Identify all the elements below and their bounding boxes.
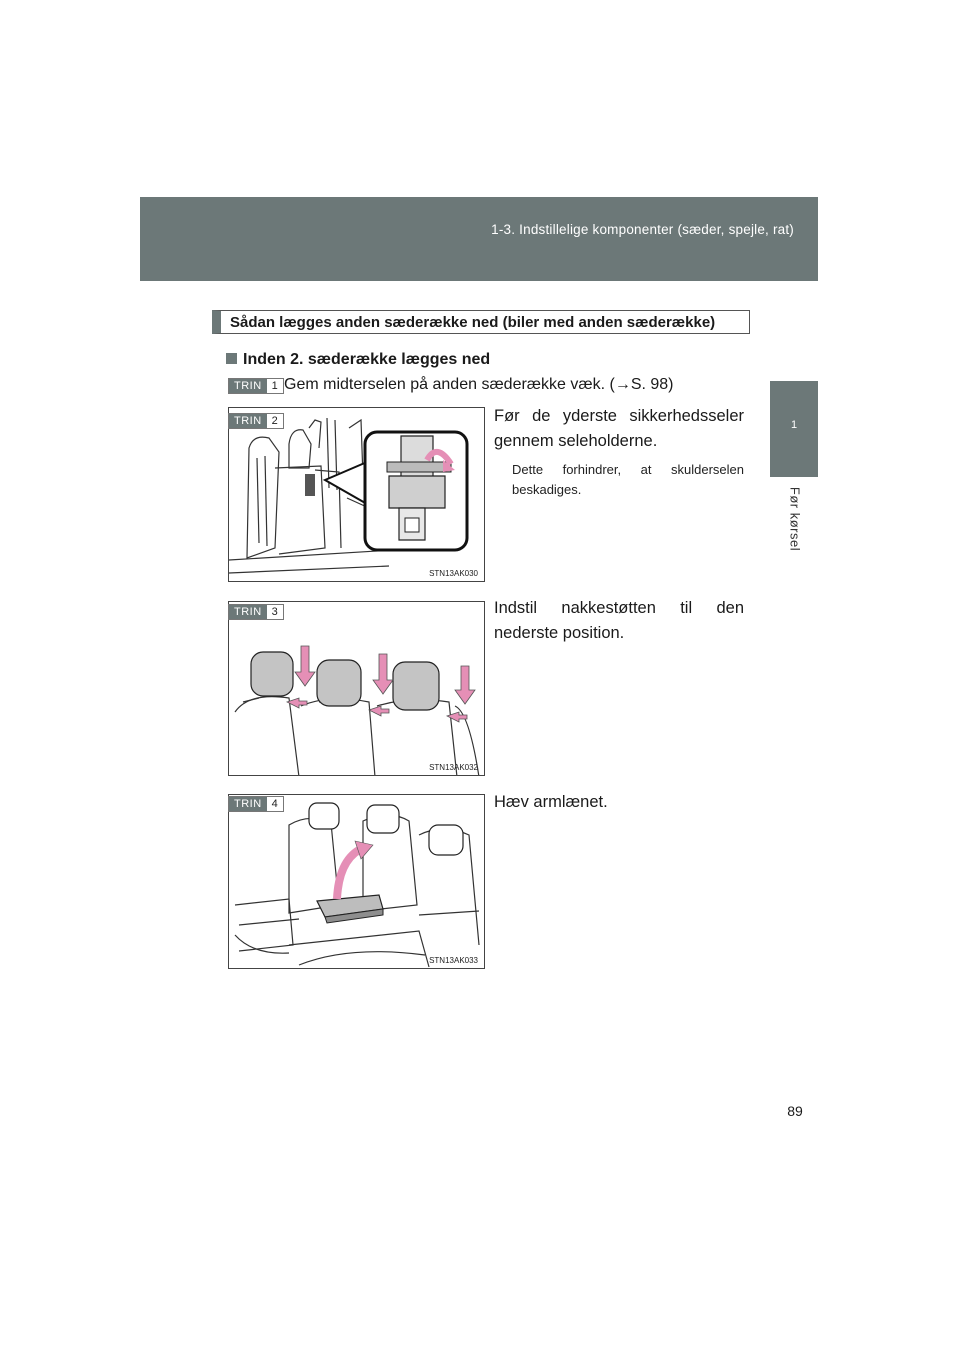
chapter-section-title: 1-3. Indstillelige komponenter (sæder, spejle, rat) xyxy=(491,222,794,237)
figure-code: STN13AK032 xyxy=(429,763,478,772)
step-badge-word: TRIN xyxy=(229,414,267,428)
step-badge-4 xyxy=(228,796,284,812)
figure-armrest xyxy=(228,794,485,969)
step-1-text: Gem midterselen på anden sæderække væk. (→S. 98) xyxy=(284,376,674,393)
headrest-illustration xyxy=(229,602,485,776)
step-badge-number: 2 xyxy=(267,414,283,428)
subheading xyxy=(226,351,490,369)
armrest-illustration xyxy=(229,795,485,969)
seatbelt-holder-illustration xyxy=(229,408,485,582)
step-2-note: Dette forhindrer, at skulderselen beskadiges. xyxy=(512,462,744,497)
section-title: Sådan lægges anden sæderække ned (biler med anden sæderække) xyxy=(230,314,716,331)
step-badge-word: TRIN xyxy=(229,605,267,619)
header-band xyxy=(140,197,818,281)
figure-headrest-lower xyxy=(228,601,485,776)
step-3-text: Indstil nakkestøtten til den nederste position. xyxy=(494,599,744,642)
step-badge-word: TRIN xyxy=(229,797,267,811)
step-badge-2 xyxy=(228,413,284,429)
chapter-tab[interactable] xyxy=(770,381,818,477)
page-number: 89 xyxy=(787,1103,803,1119)
step-4-text: Hæv armlænet. xyxy=(494,793,608,811)
chapter-label-text: Før kørsel xyxy=(787,486,803,552)
figure-code: STN13AK033 xyxy=(429,956,478,965)
subheading-text: Inden 2. sæderække lægges ned xyxy=(243,351,491,368)
step-badge-number: 3 xyxy=(267,605,283,619)
chapter-label xyxy=(786,484,804,554)
step-2-text: Før de yderste sikkerhedsseler gennem seleholderne. xyxy=(494,407,744,450)
figure-seatbelt-holder xyxy=(228,407,485,582)
section-heading-box xyxy=(212,310,750,334)
chapter-number: 1 xyxy=(790,419,798,431)
figure-code: STN13AK030 xyxy=(429,569,478,578)
step-badge-3 xyxy=(228,604,284,620)
step-badge-1 xyxy=(228,378,284,394)
step-badge-number: 4 xyxy=(267,797,283,811)
square-bullet-icon xyxy=(226,353,237,364)
step-badge-word: TRIN xyxy=(229,379,267,393)
step-badge-number: 1 xyxy=(267,379,283,393)
